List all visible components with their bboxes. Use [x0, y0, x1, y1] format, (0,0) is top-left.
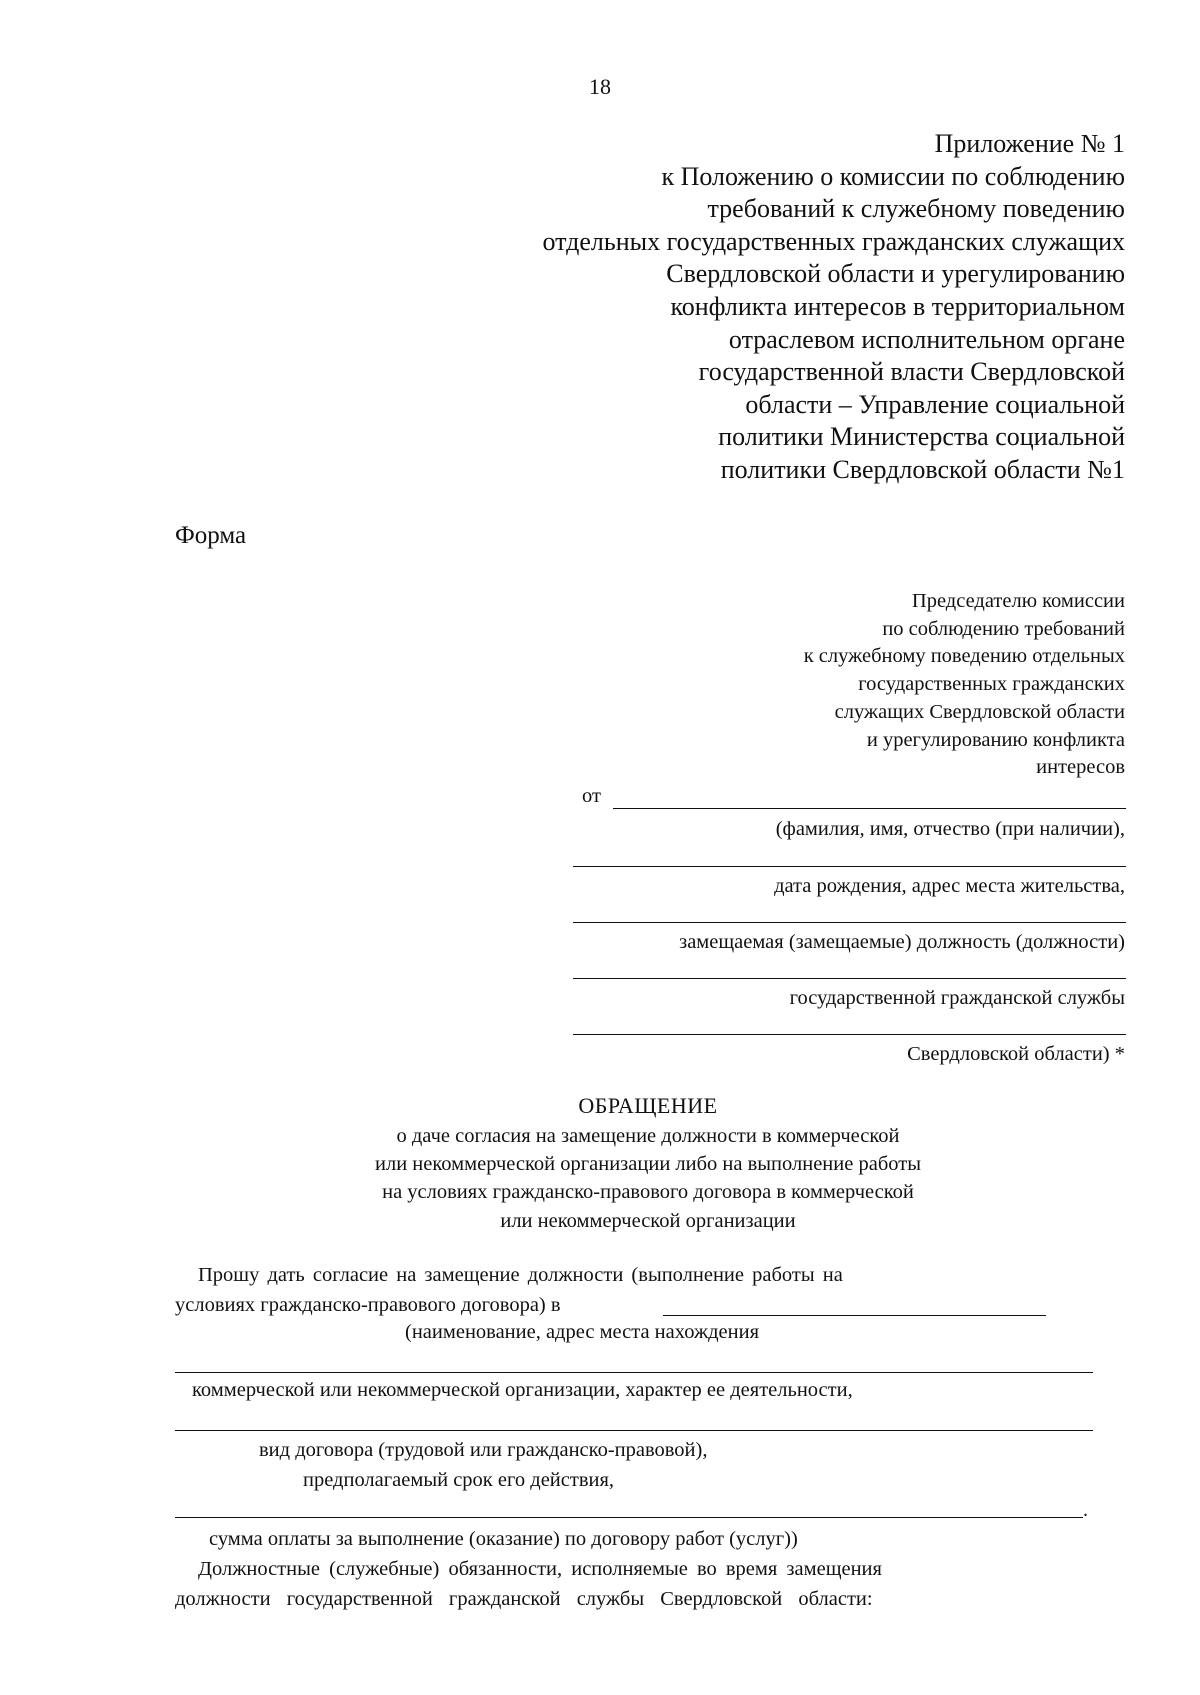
appeal-title: ОБРАЩЕНИЕ — [578, 1093, 718, 1118]
end-dot: . — [1083, 1499, 1088, 1521]
appeal-subtitle-line: или некоммерческой организации либо на выполнение работы — [375, 1153, 921, 1176]
organization-field-line[interactable] — [175, 1372, 1093, 1373]
annex-line: отраслевом исполнительном органе — [728, 324, 1125, 354]
payment-caption: сумма оплаты за выполнение (оказание) по договору работ (услуг)) — [209, 1528, 798, 1550]
applicant-caption-name: (фамилия, имя, отчество (при наличии), — [775, 818, 1125, 840]
appeal-subtitle — [0, 1122, 1200, 1235]
request-text-line1: Прошу дать согласие на замещение должности (выполнение работы на — [198, 1264, 843, 1286]
annex-line: области – Управление социальной — [745, 389, 1125, 419]
addressee-line: интересов — [1036, 756, 1125, 779]
payment-field-line[interactable] — [175, 1517, 1083, 1518]
addressee-line: Председателю комиссии — [911, 590, 1125, 612]
appeal-subtitle-line: на условиях гражданско-правового договора в коммерческой — [382, 1181, 914, 1204]
addressee-line: и урегулированию конфликта — [866, 728, 1125, 751]
organization-field-line[interactable] — [663, 1315, 1046, 1316]
applicant-caption-birth-address: дата рождения, адрес места жительства, — [774, 875, 1125, 897]
annex-line: политики Министерства социальной — [718, 422, 1125, 452]
applicant-name-field-line[interactable] — [613, 808, 1126, 809]
applicant-caption-position: замещаемая (замещаемые) должность (должности) — [679, 931, 1125, 953]
annex-line: отдельных государственных гражданских служащих — [542, 226, 1125, 256]
annex-line: политики Свердловской области №1 — [720, 454, 1125, 484]
applicant-field-line[interactable] — [573, 978, 1126, 979]
duties-text-line2: должности государственной гражданской службы Свердловской области: — [175, 1588, 873, 1610]
annex-header — [542, 128, 1125, 487]
appeal-subtitle-line: или некоммерческой организации — [500, 1209, 796, 1232]
addressee-line: к служебному поведению отдельных — [803, 645, 1125, 668]
annex-line: Приложение № 1 — [934, 129, 1125, 158]
contract-field-line[interactable] — [175, 1430, 1093, 1431]
contract-caption-2: предполагаемый срок его действия, — [303, 1469, 615, 1491]
addressee-line: государственных гражданских — [858, 673, 1125, 696]
applicant-field-line[interactable] — [573, 922, 1126, 923]
annex-line: требований к служебному поведению — [707, 194, 1125, 224]
addressee-line: служащих Свердловской области — [834, 700, 1125, 723]
annex-line: к Положению о комиссии по соблюдению — [661, 161, 1125, 191]
contract-caption-1: вид договора (трудовой или гражданско-правовой), — [259, 1439, 708, 1461]
addressee-block — [804, 588, 1125, 782]
annex-line: государственной власти Свердловской — [698, 357, 1125, 387]
from-label: от — [582, 785, 601, 807]
appeal-subtitle-line: о даче согласия на замещение должности в коммерческой — [396, 1125, 900, 1147]
request-text-line2: условиях гражданско-правового договора) в — [175, 1294, 561, 1316]
applicant-field-line[interactable] — [573, 866, 1126, 867]
applicant-field-line[interactable] — [573, 1034, 1126, 1035]
duties-text-line1: Должностные (служебные) обязанности, исполняемые во время замещения — [198, 1558, 882, 1580]
applicant-caption-service: государственной гражданской службы — [789, 987, 1125, 1009]
page-number: 18 — [589, 74, 611, 99]
form-label: Форма — [175, 522, 247, 549]
addressee-line: по соблюдению требований — [882, 617, 1125, 640]
annex-line: конфликта интересов в территориальном — [670, 291, 1125, 321]
annex-line: Свердловской области и урегулированию — [666, 259, 1125, 289]
organization-caption-2: коммерческой или некоммерческой организации, характер ее деятельности, — [192, 1379, 853, 1401]
organization-caption-1: (наименование, адрес места нахождения — [405, 1321, 760, 1343]
applicant-caption-region: Свердловской области) * — [907, 1043, 1125, 1065]
